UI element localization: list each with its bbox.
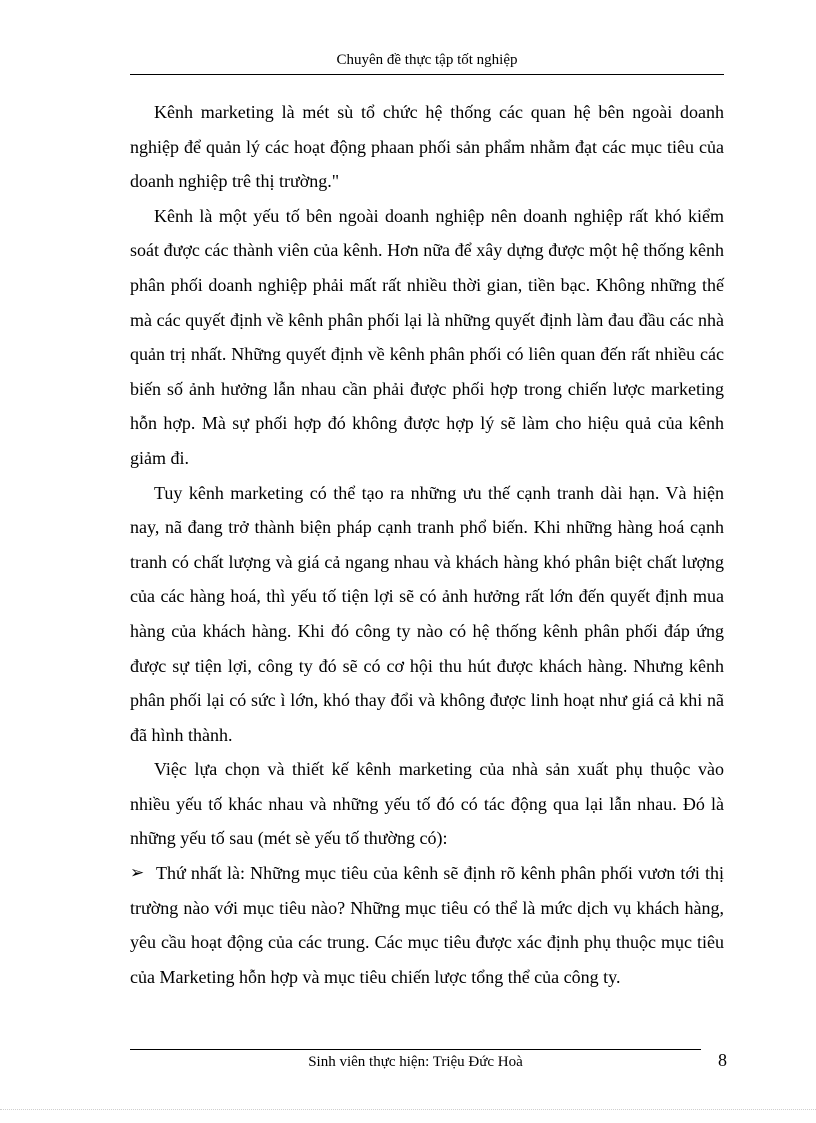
footer-author: Sinh viên thực hiện: Triệu Đức Hoà — [308, 1054, 523, 1070]
page-edge-dotted-line — [0, 1109, 816, 1110]
page-body — [130, 95, 724, 994]
page-header: Chuyên đề thực tập tốt nghiệp — [336, 52, 518, 68]
paragraph-4: Việc lựa chọn và thiết kế kênh marketing của nhà sản xuất phụ thuộc vào nhiều yếu tố khác nhau và những yếu tố đó có tác động qua lại lẫn nhau. Đó là những yếu tố sau (mét sè yếu tố thường có): — [130, 759, 724, 849]
paragraph-3: Tuy kênh marketing có thể tạo ra những ưu thế cạnh tranh dài hạn. Và hiện nay, nã đang trở thành biện pháp cạnh tranh phổ biến. Khi những hàng hoá cạnh tranh có chất lượng và giá cả ngang nhau và khách hàng khó phân biệt chất lượng của các hàng hoá, thì yếu tố tiện lợi sẽ có ảnh hưởng rất lớn đến quyết định mua hàng của khách hàng. Khi đó công ty nào có hệ thống kênh phân phối đáp ứng được sự tiện lợi, công ty đó sẽ có cơ hội thu hút được khách hàng. Nhưng kênh phân phối lại có sức ì lớn, khó thay đổi và không được linh hoạt như giá cả khi nã đã hình thành. — [130, 482, 724, 745]
header-divider — [130, 74, 724, 75]
paragraph-2: Kênh là một yếu tố bên ngoài doanh nghiệp nên doanh nghiệp rất khó kiểm soát được các thành viên của kênh. Hơn nữa để xây dựng được một hệ thống kênh phân phối doanh nghiệp phải mất rất nhiều thời gian, tiền bạc. Không những thế mà các quyết định về kênh phân phối lại là những quyết định làm đau đầu các nhà quản trị nhất. Những quyết định về kênh phân phối có liên quan đến rất nhiều các biến số ảnh hưởng lẫn nhau cần phải được phối hợp trong chiến lược marketing hỗn hợp. Mà sự phối hợp đó không được hợp lý sẽ làm cho hiệu quả của kênh giảm đi. — [130, 205, 724, 468]
paragraph-1: Kênh marketing là mét sù tổ chức hệ thống các quan hệ bên ngoài doanh nghiệp để quản lý các hoạt động phaan phối sản phẩm nhằm đạt các mục tiêu của doanh nghiệp trê thị trường." — [130, 102, 724, 192]
bullet-item — [130, 856, 724, 994]
bullet-text: Thứ nhất là: Những mục tiêu của kênh sẽ định rõ kênh phân phối vươn tới thị trường nào với mục tiêu nào? Những mục tiêu có thể là mức dịch vụ khách hàng, yêu cầu hoạt động của các trung. Các mục tiêu được xác định phụ thuộc mục tiêu của Marketing hỗn hợp và mục tiêu chiến lược tổng thể của công ty. — [130, 863, 724, 987]
arrow-bullet-icon: ➢ — [130, 863, 145, 883]
footer-divider — [130, 1049, 701, 1050]
page-number: 8 — [718, 1050, 727, 1070]
